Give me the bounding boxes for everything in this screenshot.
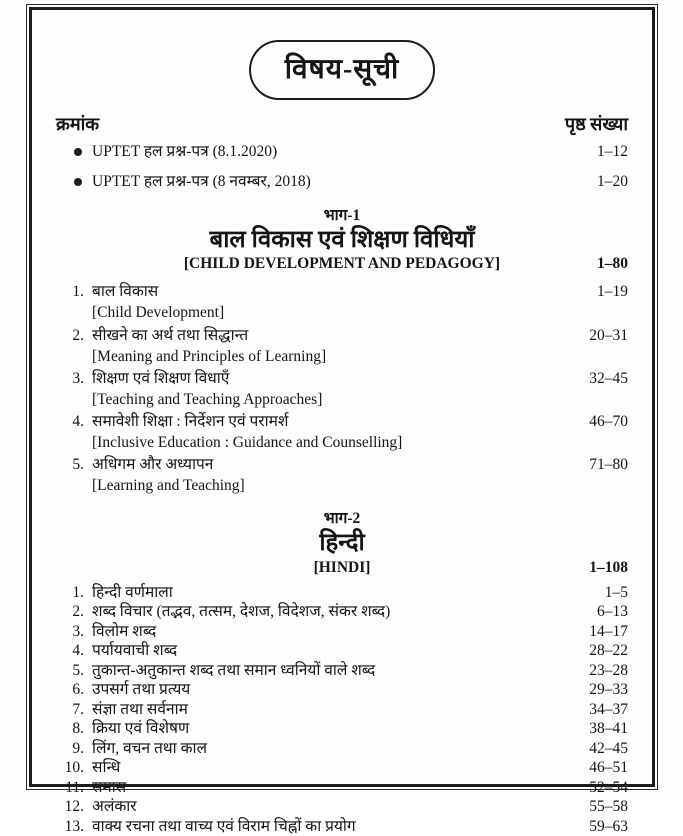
toc-item-main-row [56,719,628,739]
item-page-range: 14–17 [589,622,628,640]
item-title-english: [Meaning and Principles of Learning] [92,347,327,365]
toc-item-main-row [56,622,628,642]
toc-item-main-row [56,817,628,836]
item-number: 5. [72,455,84,473]
item-number: 5. [72,661,84,679]
item-number: 2. [72,603,84,621]
item-page-range: 55–58 [589,798,628,816]
item-title-hindi: पर्यायवाची शब्द [92,642,178,660]
toc-item [56,325,628,367]
toc-item-main-row [56,778,628,798]
part1-toc-list [56,281,628,496]
part2-title-english-row [56,558,628,579]
item-number: 11. [65,778,84,796]
item-title-english: [Child Development] [92,304,225,322]
toc-item [56,411,628,453]
toc-item [56,817,628,836]
item-number: 10. [64,759,84,777]
toc-item [56,661,628,681]
part1-title-hindi: बाल विकास एवं शिक्षण विधियाँ [209,226,475,253]
item-number: 13. [64,817,84,835]
item-title-hindi: तुकान्त-अतुकान्त शब्द तथा समान ध्वनियों वाले शब्द [92,661,376,679]
toc-item-main-row [56,411,628,432]
part2-heading [56,506,628,579]
item-number: 12. [64,798,84,816]
part1-title-english-row [56,254,628,275]
item-number: 1. [72,583,84,601]
part1-label: भाग-1 [323,206,361,224]
toc-item [56,281,628,323]
item-title-hindi: संज्ञा तथा सर्वनाम [92,700,188,718]
toc-item-main-row [56,368,628,389]
item-page-range: 28–22 [589,642,628,660]
item-title-hindi: वाक्य रचना तथा वाच्य एवं विराम चिह्नों का प्रयोग [92,817,356,835]
part2-title-hindi: हिन्दी [319,530,365,557]
page-title: विषय-सूची [284,54,400,85]
item-title-hindi: शब्द विचार (तद्भव, तत्सम, देशज, विदेशज, संकर शब्द) [92,603,391,621]
item-page-range: 20–31 [589,326,628,344]
toc-item [56,454,628,496]
item-page-range: 46–51 [589,759,628,777]
item-title-english: [Inclusive Education : Guidance and Counselling] [92,433,403,451]
bullet-icon [74,178,82,186]
item-number: 7. [72,700,84,718]
item-page-range: 32–45 [589,369,628,387]
toc-item [56,758,628,778]
toc-item-main-row [56,281,628,302]
toc-item-main-row [56,602,628,622]
item-number: 3. [72,369,84,387]
toc-item-main-row [56,454,628,475]
toc-item-main-row [56,325,628,346]
toc-item-main-row [56,797,628,817]
part2-toc-list [56,583,628,836]
part2-label: भाग-2 [323,510,361,528]
toc-item-main-row [56,583,628,603]
item-title-hindi: अलंकार [92,798,137,816]
item-title-hindi: समास [92,778,127,796]
item-title-hindi: सन्धि [92,759,121,777]
part1-title-english: [CHILD DEVELOPMENT AND PEDAGOGY] [183,255,501,273]
page-range: 1–12 [597,143,628,160]
item-page-range: 42–45 [589,739,628,757]
toc-item-main-row [56,758,628,778]
part1-page-range: 1–80 [597,255,628,273]
item-page-range: 34–37 [589,700,628,718]
item-page-range: 23–28 [589,661,628,679]
item-page-range: 52–54 [589,778,628,796]
item-number: 6. [72,681,84,699]
toc-item [56,602,628,622]
toc-item-main-row [56,680,628,700]
solved-paper-row [74,172,628,193]
toc-item [56,583,628,603]
item-title-hindi: बाल विकास [92,283,159,301]
item-number: 2. [72,326,84,344]
part1-heading [56,203,628,276]
item-number: 8. [72,720,84,738]
item-number: 4. [72,412,84,430]
item-title-hindi: उपसर्ग तथा प्रत्यय [92,681,191,699]
item-page-range: 59–63 [589,817,628,835]
toc-item-main-row [56,641,628,661]
toc-item [56,700,628,720]
item-page-range: 38–41 [589,720,628,738]
column-header-serial: क्रमांक [56,114,100,134]
item-title-hindi: हिन्दी वर्णमाला [92,583,173,601]
paper-label: UPTET हल प्रश्न-पत्र (8.1.2020) [92,143,278,160]
item-title-hindi: शिक्षण एवं शिक्षण विधाएँ [92,369,230,387]
column-headers [56,112,628,136]
column-header-page-number: पृष्ठ संख्या [564,114,628,134]
item-page-range: 6–13 [597,603,628,621]
toc-item-main-row [56,661,628,681]
item-page-range: 29–33 [589,681,628,699]
part2-page-range: 1–108 [589,558,628,576]
item-page-range: 46–70 [589,412,628,430]
toc-item-main-row [56,739,628,759]
title-box [249,40,436,100]
toc-item [56,368,628,410]
item-page-range: 1–19 [597,283,628,301]
toc-item [56,797,628,817]
toc-item [56,719,628,739]
item-title-english: [Teaching and Teaching Approaches] [92,390,323,408]
solved-paper-row [74,142,628,163]
toc-item [56,778,628,798]
page-border-inner [29,7,655,835]
toc-item [56,622,628,642]
item-number: 9. [72,739,84,757]
paper-label: UPTET हल प्रश्न-पत्र (8 नवम्बर, 2018) [92,172,311,190]
part2-title-english: [HINDI] [313,558,371,576]
bullet-icon [74,148,82,156]
item-page-range: 1–5 [604,583,628,601]
item-title-hindi: विलोम शब्द [92,622,157,640]
toc-item-main-row [56,700,628,720]
page-border-outer [26,4,658,835]
item-title-hindi: क्रिया एवं विशेषण [92,720,190,738]
item-title-english: [Learning and Teaching] [92,477,245,495]
toc-item [56,680,628,700]
item-title-hindi: लिंग, वचन तथा काल [92,739,207,757]
toc-item [56,641,628,661]
item-number: 3. [72,622,84,640]
item-number: 1. [72,283,84,301]
item-title-hindi: समावेशी शिक्षा : निर्देशन एवं परामर्श [92,412,289,430]
toc-item [56,739,628,759]
item-page-range: 71–80 [589,455,628,473]
page-range: 1–20 [597,172,628,190]
item-title-hindi: अधिगम और अध्यापन [92,455,214,473]
item-number: 4. [72,642,84,660]
solved-papers-list [56,142,628,193]
item-title-hindi: सीखने का अर्थ तथा सिद्धान्त [92,326,249,344]
